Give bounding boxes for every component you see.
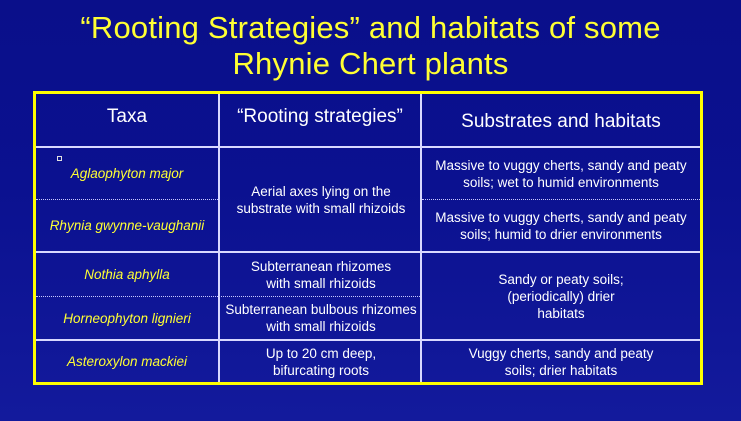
strategy-cell: Aerial axes lying on the substrate with small rhizoids	[236, 183, 406, 216]
taxon-cell: Nothia aphylla	[84, 267, 170, 282]
strategy-cell: Subterranean bulbous rhizomes with small rhizoids	[225, 302, 417, 334]
slide-title	[0, 10, 741, 82]
habitat-cell: Sandy or peaty soils; (periodically) drier habitats	[498, 271, 624, 321]
habitat-cell: Massive to vuggy cherts, sandy and peaty soils; humid to drier environments	[435, 209, 687, 242]
taxon-cell: Horneophyton lignieri	[63, 310, 191, 326]
strategy-cell: Subterranean rhizomes with small rhizoids	[250, 258, 392, 291]
habitat-cell: Vuggy cherts, sandy and peaty soils; drier habitats	[468, 345, 654, 378]
slide-title-line-2: Rhynie Chert plants	[232, 46, 509, 81]
taxon-cell: Asteroxylon mackiei	[66, 354, 188, 369]
header-rooting-strategies: “Rooting strategies”	[237, 106, 403, 127]
taxon-cell: Aglaophyton major	[70, 166, 184, 181]
taxon-cell: Rhynia gwynne-vaughanii	[49, 218, 205, 233]
strategy-cell: Up to 20 cm deep, bifurcating roots	[265, 345, 377, 378]
header-substrates-habitats: Substrates and habitats	[461, 111, 661, 132]
slide-title-line-1: “Rooting Strategies” and habitats of some	[80, 10, 661, 45]
habitat-cell: Massive to vuggy cherts, sandy and peaty soils; wet to humid environments	[435, 157, 687, 190]
header-taxa: Taxa	[106, 106, 148, 127]
